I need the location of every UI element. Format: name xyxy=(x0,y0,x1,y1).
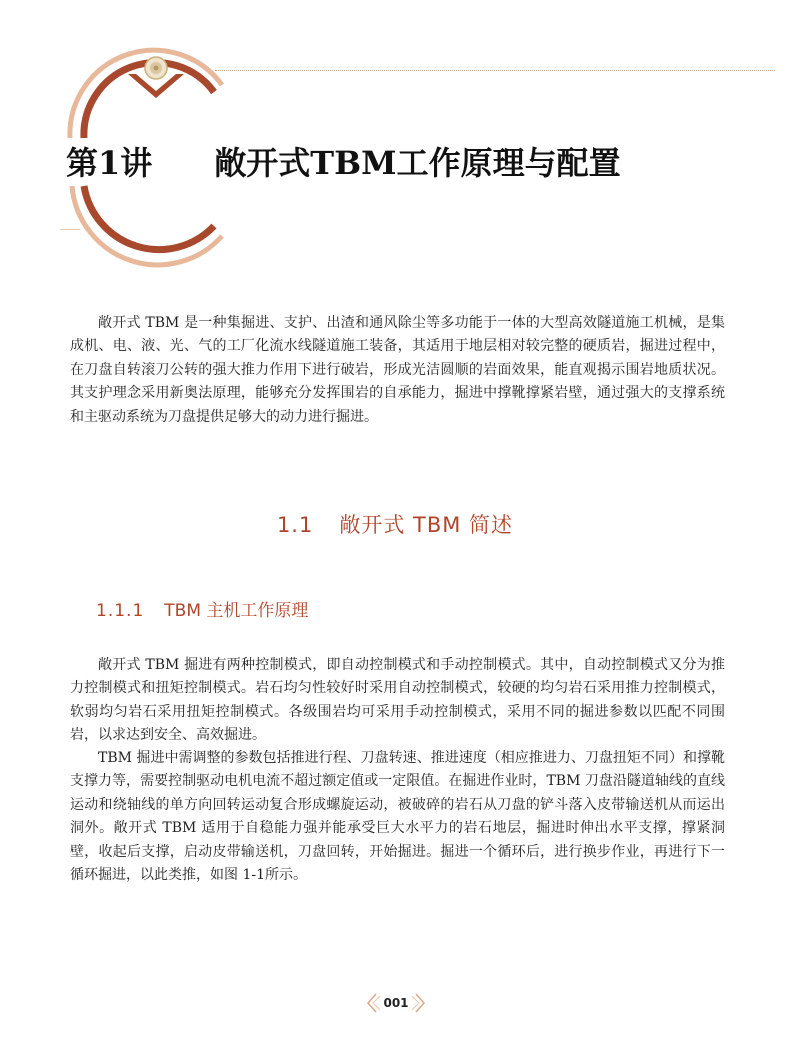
subsection-heading xyxy=(96,598,308,624)
subsection-title: TBM 主机工作原理 xyxy=(164,601,309,621)
header-rule xyxy=(215,70,775,71)
chapter-title xyxy=(66,140,766,186)
page-number-text: 001 xyxy=(383,996,409,1010)
chapter-name: 敞开式TBM工作原理与配置 xyxy=(214,144,621,182)
body-paragraph: TBM 掘进中需调整的参数包括推进行程、刀盘转速、推进速度（相应推进力、刀盘扭矩不同）和撑靴支撑力等，需要控制驱动电机电流不超过额定值或一定限值。在掘进作业时，TBM 刀盘沿隧道轴线的直线运动和绕轴线的单方向回转运动复合形成螺旋运动，被破碎的岩石从刀盘的铲斗落入皮带输送机从而运出洞外。敞开式 TBM 适用于自稳能力强并能承受巨大水平力的岩石地层，掘进时伸出水平支撑，撑紧洞壁，收起后支撑，启动皮带输送机，刀盘回转，开始掘进。掘进一个循环后，进行换步作业，再进行下一循环掘进，以此类推，如图 1-1所示。 xyxy=(70,750,725,884)
intro-paragraph: 敞开式 TBM 是一种集掘进、支护、出渣和通风除尘等多功能于一体的大型高效隧道施工机械，是集成机、电、液、光、气的工厂化流水线隧道施工装备，其适用于地层相对较完整的硬质岩，掘进过程中，在刀盘自转滚刀公转的强大推力作用下进行破岩，形成光洁圆顺的岩面效果，能直观揭示围岩地质状况。其支护理念采用新奥法原理，能够充分发挥围岩的自承能力，掘进中撑靴撑紧岩壁，通过强大的支撑系统和主驱动系统为刀盘提供足够大的动力进行掘进。 xyxy=(70,315,725,425)
medallion-icon xyxy=(145,57,167,79)
section-number: 1.1 xyxy=(276,513,314,537)
section-title: 敞开式 TBM 简述 xyxy=(339,513,514,537)
body-paragraph: 敞开式 TBM 掘进有两种控制模式，即自动控制模式和手动控制模式。其中，自动控制模式又分为推力控制模式和扭矩控制模式。岩石均匀性较好时采用自动控制模式，较硬的均匀岩石采用推力控制模式，软弱均匀岩石采用扭矩控制模式。各级围岩均可采用手动控制模式，采用不同的掘进参数以匹配不同围岩，以求达到安全、高效掘进。 xyxy=(70,657,725,744)
chapter-number: 第1讲 xyxy=(66,144,153,182)
subsection-number: 1.1.1 xyxy=(96,601,145,621)
section-heading xyxy=(0,510,790,540)
header-rule-left xyxy=(60,229,80,230)
page-number xyxy=(366,992,426,1014)
